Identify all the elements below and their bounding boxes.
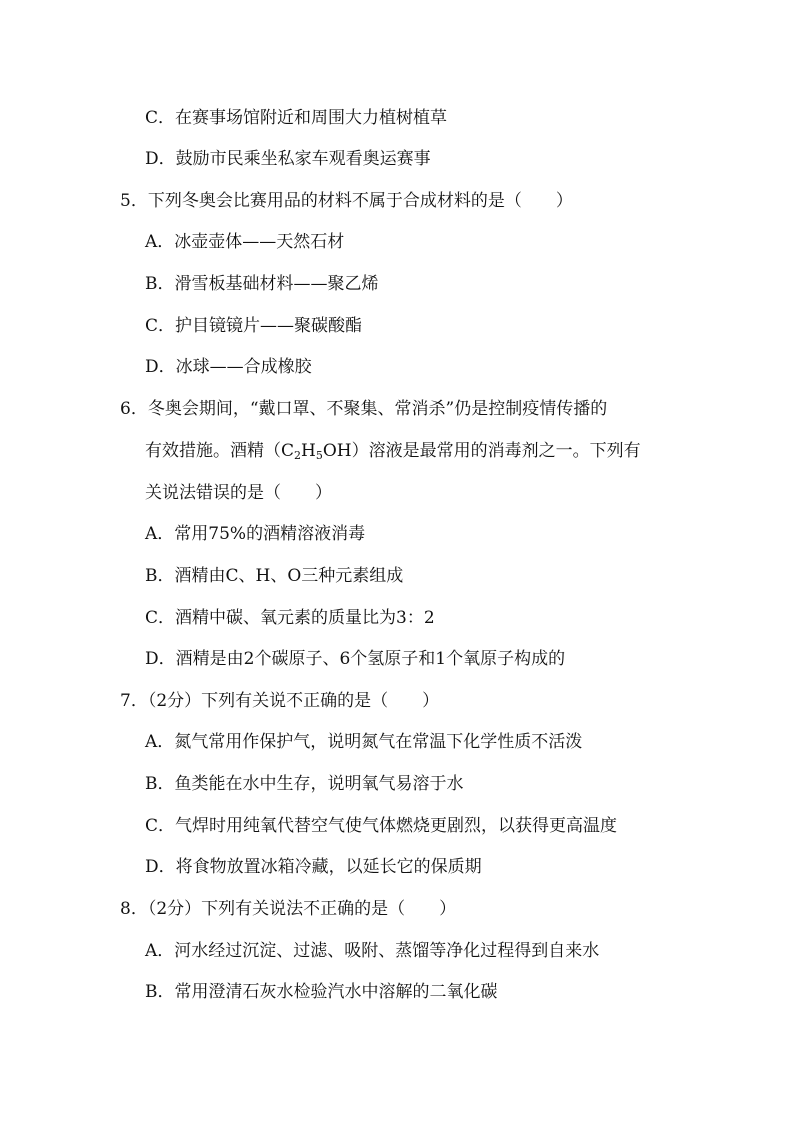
q4-option-c <box>145 106 447 130</box>
q5-option-c <box>145 314 362 338</box>
option-text: 氮气常用作保护气，说明氮气在常温下化学性质不活泼 <box>174 732 583 752</box>
subscript: 2 <box>294 449 302 462</box>
option-letter: B． <box>145 274 175 294</box>
q5-stem <box>120 189 573 213</box>
option-letter: C． <box>145 608 176 628</box>
question-number: 6． <box>120 399 148 419</box>
option-letter: A． <box>145 732 175 752</box>
option-text: 护目镜镜片——聚碳酸酯 <box>175 316 363 336</box>
q8-option-b <box>145 980 498 1004</box>
question-text: （2分）下列有关说不正确的是（ ） <box>147 691 440 711</box>
q6-stem-line3 <box>145 481 332 505</box>
option-text: 常用澄清石灰水检验汽水中溶解的二氧化碳 <box>174 982 498 1002</box>
option-text: 滑雪板基础材料——聚乙烯 <box>174 274 379 294</box>
option-text: 将食物放置冰箱冷藏，以延长它的保质期 <box>175 857 482 877</box>
option-letter: A． <box>145 941 175 961</box>
question-number: 8． <box>120 899 148 919</box>
question-text: 关说法错误的是（ ） <box>145 483 332 503</box>
question-text: （2分）下列有关说法不正确的是（ ） <box>147 899 457 919</box>
option-text: 冰球——合成橡胶 <box>175 357 312 377</box>
q5-option-a <box>145 230 344 254</box>
q6-option-b <box>145 564 403 588</box>
option-text: 酒精是由2个碳原子、6个氢原子和1个氧原子构成的 <box>175 649 566 669</box>
q7-option-d <box>145 855 482 879</box>
option-letter: C． <box>145 316 176 336</box>
q6-stem-line2 <box>145 439 641 463</box>
q6-option-d <box>145 647 565 671</box>
option-letter: C． <box>145 816 176 836</box>
q8-stem <box>120 897 456 921</box>
option-text: 鼓励市民乘坐私家车观看奥运赛事 <box>175 149 431 169</box>
option-text: 气焊时用纯氧代替空气使气体燃烧更剧烈，以获得更高温度 <box>175 816 618 836</box>
option-letter: C． <box>145 108 176 128</box>
option-letter: B． <box>145 982 175 1002</box>
q4-option-d <box>145 147 431 171</box>
option-letter: A． <box>145 232 175 252</box>
option-text: 河水经过沉淀、过滤、吸附、蒸馏等净化过程得到自来水 <box>174 941 600 961</box>
question-number: 7． <box>120 691 148 711</box>
option-letter: B． <box>145 774 175 794</box>
q7-option-c <box>145 814 617 838</box>
option-letter: D． <box>145 857 176 877</box>
option-text: 在赛事场馆附近和周围大力植树植草 <box>175 108 448 128</box>
question-text: OH）溶液是最常用的消毒剂之一。下列有 <box>322 441 641 461</box>
option-text: 常用75%的酒精溶液消毒 <box>174 524 366 544</box>
option-letter: D． <box>145 149 176 169</box>
option-letter: A． <box>145 524 175 544</box>
q7-option-a <box>145 730 582 754</box>
option-text: 酒精由C、H、O三种元素组成 <box>174 566 404 586</box>
q7-option-b <box>145 772 464 796</box>
question-number: 5． <box>120 191 148 211</box>
formula-part: H <box>301 441 316 461</box>
q8-option-a <box>145 939 599 963</box>
q6-stem-line1 <box>120 397 607 421</box>
question-text: 下列冬奥会比赛用品的材料不属于合成材料的是（ ） <box>147 191 573 211</box>
option-text: 冰壶壶体——天然石材 <box>174 232 345 252</box>
option-text: 鱼类能在水中生存，说明氧气易溶于水 <box>174 774 464 794</box>
q5-option-d <box>145 355 312 379</box>
option-letter: D． <box>145 649 176 669</box>
subscript: 5 <box>315 449 323 462</box>
q6-option-a <box>145 522 365 546</box>
question-text: 有效措施。酒精（C <box>145 441 295 461</box>
option-letter: D． <box>145 357 176 377</box>
option-text: 酒精中碳、氧元素的质量比为3：2 <box>175 608 435 628</box>
option-letter: B． <box>145 566 175 586</box>
q5-option-b <box>145 272 379 296</box>
question-text: 冬奥会期间，“戴口罩、不聚集、常消杀”仍是控制疫情传播的 <box>147 399 608 419</box>
q7-stem <box>120 689 439 713</box>
q6-option-c <box>145 606 435 630</box>
